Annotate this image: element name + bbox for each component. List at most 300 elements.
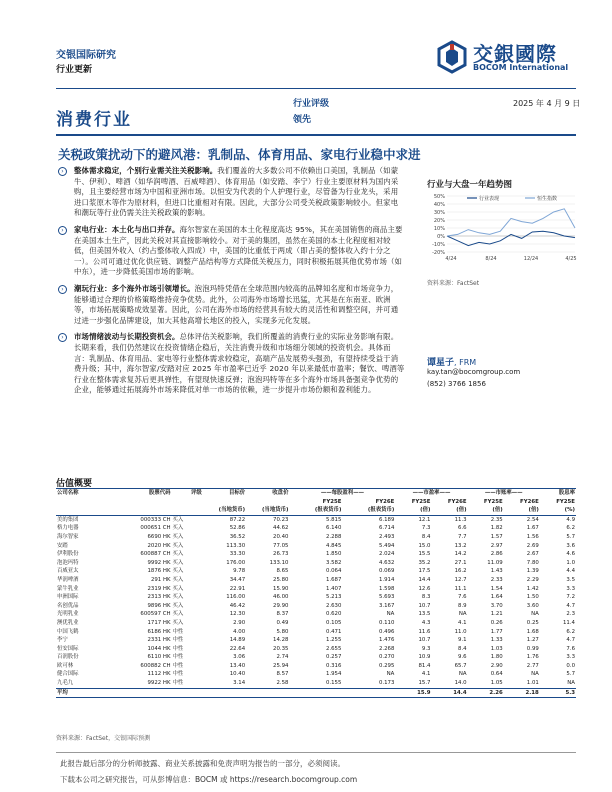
table-header-cell (246, 498, 289, 507)
logo-en-text: BOCOM International (473, 63, 569, 72)
table-cell: 1.954 (325, 671, 342, 678)
table-header-cell: (当地货币) (203, 506, 246, 515)
bullet-item (56, 332, 405, 396)
table-cell: 2.97 (490, 542, 503, 549)
table-header-cell: 评级 (172, 489, 203, 498)
table-cell: 46.00 (273, 594, 289, 601)
table-cell: 4.3 (421, 619, 431, 626)
table-header-cell (119, 506, 172, 515)
table-cell: 2.288 (325, 533, 342, 540)
footer-download[interactable]: 下载本公司之研究报告，可从彭博信息：BOCM 或 https://research.bocomgroup.com (60, 775, 358, 784)
table-cell: 12.7 (454, 576, 467, 583)
y-tick-label: -10% (432, 241, 445, 248)
footer-divider (56, 752, 576, 753)
table-cell: 4.9 (566, 516, 575, 523)
trend-chart-svg (427, 190, 577, 275)
table-cell: 2.67 (526, 551, 539, 558)
table-cell: 中性 (172, 680, 184, 687)
y-tick-label: 20% (433, 217, 445, 224)
table-cell: 1717 HK (147, 619, 171, 626)
y-tick-label: 0% (437, 233, 445, 240)
table-cell: 15.0 (418, 542, 431, 549)
table-cell: 中性 (172, 671, 184, 678)
table-cell: 光明乳业 (57, 611, 79, 618)
table-cell: 87.22 (229, 516, 246, 523)
table-cell: 欧可林 (57, 662, 74, 669)
table-cell: 14.0 (454, 680, 467, 687)
table-cell: 29.90 (273, 602, 289, 609)
table-cell: 46.42 (229, 602, 246, 609)
table-row (56, 610, 576, 619)
table-cell: NA (531, 671, 539, 678)
table-cell: 11.3 (454, 516, 467, 523)
table-row (56, 550, 576, 559)
table-header-cell: FY26E (375, 498, 395, 505)
table-cell: 海尔智家 (57, 533, 79, 540)
table-cell: 14.4 (418, 576, 431, 583)
table-cell: 2.35 (490, 516, 503, 523)
table-cell: 0.620 (325, 611, 342, 618)
bullet-icon: › (58, 226, 67, 235)
bullet-lead: 家电行业：本土化与出口并存。 (74, 224, 180, 234)
table-cell: 买入 (172, 611, 184, 618)
table-row (56, 576, 576, 585)
table-cell: 33.30 (229, 551, 246, 558)
table-cell: 291 HK (150, 576, 171, 583)
table-cell: 22.91 (229, 585, 246, 592)
table-cell: 7.7 (458, 533, 467, 540)
table-cell: 买入 (172, 602, 184, 609)
table-cell: 11.4 (562, 619, 575, 626)
report-type: 行业更新 (56, 65, 93, 75)
table-cell: 0.26 (490, 619, 503, 626)
table-cell: 中性 (172, 654, 184, 661)
table-cell: 10.40 (229, 671, 246, 678)
table-cell: NA (386, 611, 395, 618)
table-cell: 600882 CH (140, 662, 171, 669)
table-cell: 1.33 (490, 637, 503, 644)
table-cell: 5.494 (378, 542, 395, 549)
table-header-cell (203, 498, 246, 507)
table-cell: 15.9 (395, 688, 431, 698)
table-cell: 1876 HK (147, 568, 171, 575)
table-cell: 27.1 (454, 559, 467, 566)
legend-label: 行业表现 (479, 196, 500, 202)
table-cell: 名创优品 (57, 602, 79, 609)
table-title: 估值概要 (56, 479, 93, 489)
table-cell: 买入 (172, 585, 184, 592)
table-header-cell: 股息率 (540, 489, 576, 498)
table-row (56, 619, 576, 628)
table-cell: 2.86 (490, 551, 503, 558)
table-cell: 13.40 (229, 662, 246, 669)
table-cell: 0.471 (325, 628, 342, 635)
table-cell: 12.1 (418, 516, 431, 523)
table-cell: 9992 HK (147, 559, 171, 566)
table-cell: 2.024 (378, 551, 395, 558)
table-cell: 7.80 (526, 559, 539, 566)
table-cell: 泡泡玛特 (57, 559, 79, 566)
table-cell (203, 688, 246, 698)
table-cell: 九毛九 (57, 680, 74, 687)
bullet-lead: 潮玩行业：多个海外市场引领增长。 (74, 283, 195, 293)
table-cell: 9.78 (233, 568, 246, 575)
table-cell: 52.86 (229, 525, 246, 532)
table-cell: 1.27 (526, 637, 539, 644)
table-cell: 伊利股份 (57, 551, 79, 558)
table-header-cell: FY26E (447, 498, 467, 505)
table-cell: 12.30 (229, 611, 246, 618)
table-cell: 8.4 (421, 533, 431, 540)
table-cell: 9896 HK (147, 602, 171, 609)
table-cell: 1.0 (566, 559, 575, 566)
table-cell: NA (458, 611, 467, 618)
header-divider (56, 88, 576, 89)
table-cell: 1.598 (378, 585, 395, 592)
table-cell: 格力电器 (57, 525, 79, 532)
table-cell: 133.10 (269, 559, 289, 566)
table-cell: 2.54 (526, 516, 539, 523)
table-row (56, 515, 576, 524)
table-cell: 10.9 (418, 654, 431, 661)
table-cell: 4.845 (325, 542, 342, 549)
table-header-row (56, 489, 576, 498)
table-row (56, 645, 576, 654)
table-cell: 4.6 (566, 551, 575, 558)
table-cell: 14.89 (229, 637, 246, 644)
table-cell: 2.74 (276, 654, 289, 661)
table-cell: 1.850 (325, 551, 342, 558)
table-header-cell: ——市账率—— (468, 489, 540, 498)
table-header-cell (56, 498, 119, 507)
table-cell: 6110 HK (147, 654, 171, 661)
table-cell: 0.155 (325, 680, 342, 687)
table-cell: 1.50 (526, 594, 539, 601)
analyst-phone: (852) 3766 1856 (427, 380, 486, 388)
key-points (56, 166, 405, 402)
table-cell: 申洲国际 (57, 594, 79, 601)
bullet-icon: › (58, 333, 67, 342)
table-cell (172, 688, 203, 698)
table-cell: 8.9 (458, 602, 467, 609)
table-header-cell (119, 498, 172, 507)
x-tick-label: 12/24 (523, 256, 539, 262)
table-cell: 4.1 (421, 671, 431, 678)
side-chart-source: 资料来源：FactSet (427, 280, 480, 287)
table-cell: 中性 (172, 628, 184, 635)
table-cell: 3.6 (566, 542, 575, 549)
table-cell: 11.6 (418, 628, 431, 635)
table-cell: 2.630 (325, 602, 342, 609)
table-cell: 22.64 (229, 645, 246, 652)
table-header-cell (56, 506, 119, 515)
table-cell: 2.69 (526, 542, 539, 549)
table-cell: 65.7 (454, 662, 467, 669)
table-cell: 买入 (172, 542, 184, 549)
table-cell: 1.39 (526, 568, 539, 575)
valuation-table (56, 488, 576, 698)
table-cell: 7.2 (566, 594, 575, 601)
table-cell: 600597 CH (140, 611, 171, 618)
brand-name: 交银国际研究 (56, 50, 116, 61)
table-cell: 0.0 (566, 662, 575, 669)
table-cell: 11.0 (454, 628, 467, 635)
table-cell: 3.167 (378, 602, 395, 609)
table-header-cell: (当地货币) (246, 506, 289, 515)
bullet-text: 海尔智家在美国的本土化程度高达 95%，其在美国销售的商品主要在美国本土生产，因此关税对其直接影响较小。对于美的集团，虽然在美国的本土化程度相对较低，但美国外收入（约占整体收入四成）中，美国的比重低于两成（即占美的整体收入约十分之一）。公司可通过优化供应链、调整产品结构等方式降低关税压力，同时积极拓展其他优势市场（如中东），进一步降低美国市场的影响。 (74, 224, 403, 277)
table-cell: 2319 HK (147, 585, 171, 592)
bullet-icon: › (58, 285, 67, 294)
table-cell: 4.7 (566, 637, 575, 644)
table-row (56, 653, 576, 662)
table-header-cell: (倍) (504, 506, 540, 515)
table-cell: 2.18 (504, 688, 540, 698)
table-cell: 3.582 (325, 559, 342, 566)
table-cell: 600887 CH (140, 551, 171, 558)
table-cell: 35.2 (418, 559, 431, 566)
table-row (56, 602, 576, 611)
rating-label: 行业评级 (293, 99, 330, 109)
table-cell: 13.2 (454, 542, 467, 549)
table-cell: 美的集团 (57, 516, 79, 523)
y-tick-label: 10% (433, 225, 445, 232)
table-cell: 1044 HK (147, 645, 171, 652)
table-cell: 7.6 (566, 645, 575, 652)
table-cell (342, 688, 395, 698)
table-cell: 2.33 (490, 576, 503, 583)
table-cell: 6.714 (378, 525, 395, 532)
table-source: 资料来源：FactSet，交银国际预测 (56, 735, 151, 742)
table-cell: 8.4 (458, 645, 467, 652)
table-row (56, 662, 576, 671)
table-cell: 2.493 (378, 533, 395, 540)
table-cell: 113.30 (226, 542, 246, 549)
table-cell: 2.655 (325, 645, 342, 652)
table-cell: 10.7 (418, 602, 431, 609)
table-cell: 1.21 (490, 611, 503, 618)
table-cell: 13.5 (418, 611, 431, 618)
series-line (447, 231, 575, 245)
legend-label: 恒生指数 (537, 196, 558, 202)
bocom-logo (435, 38, 585, 78)
table-cell: 李宁 (57, 637, 68, 644)
analyst-suffix: , FRM (454, 358, 477, 367)
table-cell: 0.99 (526, 645, 539, 652)
table-cell: 1.64 (490, 594, 503, 601)
table-cell: NA (386, 671, 395, 678)
table-cell: 1.56 (526, 533, 539, 540)
table-cell: NA (567, 680, 575, 687)
table-cell: 0.064 (325, 568, 342, 575)
table-cell: 44.62 (273, 525, 289, 532)
table-cell: 25.94 (273, 662, 289, 669)
table-average-row (56, 688, 576, 698)
table-cell: 0.110 (378, 619, 395, 626)
table-cell: 2.90 (490, 662, 503, 669)
table-header-cell: 公司名称 (56, 489, 119, 498)
table-cell: 3.60 (526, 602, 539, 609)
table-cell: 15.7 (418, 680, 431, 687)
table-cell: 6.6 (458, 525, 467, 532)
analyst-email[interactable]: kay.tan@bocomgroup.com (427, 368, 521, 376)
report-headline: 关税政策扰动下的避风港：乳制品、体育用品、家电行业稳中求进 (58, 147, 421, 162)
table-cell: 176.00 (226, 559, 246, 566)
table-header-cell (172, 498, 203, 507)
table-cell: 1.82 (490, 525, 503, 532)
table-header-cell: ——市盈率—— (395, 489, 467, 498)
y-tick-label: 40% (433, 201, 445, 208)
table-cell: 8.57 (276, 671, 289, 678)
table-cell: 1.914 (378, 576, 395, 583)
table-cell: 2.268 (378, 645, 395, 652)
table-cell: 1.476 (378, 637, 395, 644)
table-cell: 买入 (172, 551, 184, 558)
table-cell: 116.00 (226, 594, 246, 601)
table-header-cell: (报表货币) (342, 506, 395, 515)
table-cell: 4.00 (233, 628, 246, 635)
table-row (56, 679, 576, 688)
table-cell: 1.43 (490, 568, 503, 575)
bullet-item (56, 284, 405, 326)
table-cell: 36.52 (229, 533, 246, 540)
table-cell: 000333 CH (140, 516, 171, 523)
table-row (56, 559, 576, 568)
analyst-name[interactable] (427, 355, 476, 368)
table-cell: 9.1 (458, 637, 467, 644)
table-cell: 蒙牛乳业 (57, 585, 79, 592)
table-cell: 中性 (172, 645, 184, 652)
table-cell: 77.05 (273, 542, 289, 549)
table-cell: 9922 HK (147, 680, 171, 687)
table-cell: 4.1 (458, 619, 467, 626)
table-row (56, 593, 576, 602)
y-tick-label: 50% (433, 193, 445, 200)
table-cell: 11.09 (487, 559, 503, 566)
table-cell: 中性 (172, 637, 184, 644)
sector-divider (56, 134, 576, 136)
series-line (447, 209, 575, 236)
table-header-cell: 收盘价 (246, 489, 289, 498)
table-row (56, 542, 576, 551)
table-cell: 5.7 (566, 671, 575, 678)
table-cell: 5.213 (325, 594, 342, 601)
y-tick-label: 30% (433, 209, 445, 216)
footer-disclaimer: 此报告最后部分的分析师披露、商业关系披露和免责声明为报告的一部分，必须阅读。 (60, 759, 345, 768)
table-cell: 买入 (172, 619, 184, 626)
x-tick-label: 4/25 (565, 256, 577, 262)
table-cell: 百润股份 (57, 654, 79, 661)
bullet-icon: › (58, 167, 67, 176)
table-cell: 1112 HK (147, 671, 171, 678)
table-cell: 2.90 (233, 619, 246, 626)
sector-title: 消费行业 (56, 110, 132, 130)
table-cell: 11.1 (454, 585, 467, 592)
table-header-cell: 股票代码 (119, 489, 172, 498)
table-cell: 0.49 (276, 619, 289, 626)
table-cell: 8.37 (276, 611, 289, 618)
table-cell: 8.3 (421, 594, 431, 601)
table-row (56, 567, 576, 576)
table-cell: 70.23 (273, 516, 289, 523)
table-cell: 买入 (172, 568, 184, 575)
table-row (56, 585, 576, 594)
table-cell: 5.80 (276, 628, 289, 635)
table-header-cell: (倍) (468, 506, 504, 515)
table-cell: 0.316 (325, 662, 342, 669)
bullet-text: 泡泡玛特凭借在全球范围内较高的品牌知名度和市场竞争力，能够通过合理的价格策略维持竞争优势。此外，公司海外市场增长迅猛，尤其是在东南亚、欧洲等，市场拓展策略成效显著。因此，公司在海外市场的经营具有较大的灵活性和调整空间，并可通过进一步强化品牌建设，加大其他高增长地区的投入，实现多元化发展。 (74, 283, 399, 325)
table-header-cell: (倍) (431, 506, 467, 515)
table-cell: 恒安国际 (57, 645, 79, 652)
table-cell: 6.189 (378, 516, 395, 523)
table-header-cell: FY25E (322, 498, 342, 505)
table-cell: 2.29 (526, 576, 539, 583)
table-cell: 1.01 (526, 680, 539, 687)
bullet-text: 总体评估关税影响，我们所覆盖的消费行业的实际业务影响有限。长期来看，我们仍然建议在投资情绪企稳后，关注消费升级和市场细分领域的投资机会。具体而言：乳制品、体育用品、家电等行业整体需求较稳定，高端产品发展势头强劲，有望持续受益于消费升级；其中，海尔智家/安踏对应 2025 年市盈率已近乎 2020 年以来最低市盈率；餐饮、啤酒等行业在整体需求复苏后更具弹性，有望现快速反弹；泡泡玛特等在多个海外市场具备强竞争优势的企业，能够通过拓展海外市场来降低对单一市场的依赖，进一步提升市场份额和盈利能力。 (74, 332, 405, 395)
table-cell: 1.67 (526, 525, 539, 532)
table-row (56, 670, 576, 679)
table-cell: 健合国际 (57, 671, 79, 678)
table-cell: 0.105 (325, 619, 342, 626)
table-cell: 买入 (172, 516, 184, 523)
table-header-cell: (倍) (395, 506, 431, 515)
table-cell: NA (531, 611, 539, 618)
table-cell: 20.35 (273, 645, 289, 652)
table-cell (289, 688, 342, 698)
table-cell: 9.6 (458, 654, 467, 661)
table-cell: 2.26 (468, 688, 504, 698)
table-cell: 8.65 (276, 568, 289, 575)
table-cell: 中性 (172, 662, 184, 669)
x-tick-label: 8/24 (485, 256, 497, 262)
table-header-cell: FY25E (483, 498, 503, 505)
table-header-cell: ——每股盈利—— (289, 489, 395, 498)
table-cell: 34.47 (229, 576, 246, 583)
table-row (56, 628, 576, 637)
table-cell: 81.4 (418, 662, 431, 669)
table-cell: 0.25 (526, 619, 539, 626)
table-cell: 0.069 (378, 568, 395, 575)
table-cell: 5.815 (325, 516, 342, 523)
bullet-item (56, 166, 405, 219)
table-cell: 3.3 (566, 585, 575, 592)
table-cell: 百威亚太 (57, 568, 79, 575)
table-cell: 6.2 (566, 628, 575, 635)
rating-value: 领先 (293, 115, 312, 125)
table-cell: 7.3 (421, 525, 431, 532)
table-cell: 2020 HK (147, 542, 171, 549)
table-cell: 平均 (56, 688, 119, 698)
table-cell: 2313 HK (147, 594, 171, 601)
table-cell: 14.28 (273, 637, 289, 644)
table-cell: 25.80 (273, 576, 289, 583)
table-header-cell: FY25E (556, 498, 575, 505)
table-cell: 4.632 (378, 559, 395, 566)
table-cell: 2.58 (276, 680, 289, 687)
table-header-cell: (报表货币) (289, 506, 342, 515)
table-cell: 4.7 (566, 602, 575, 609)
table-cell: 20.40 (273, 533, 289, 540)
table-cell: 3.14 (233, 680, 246, 687)
table-cell: 1.77 (490, 628, 503, 635)
table-cell: 14.2 (454, 551, 467, 558)
trend-chart (427, 190, 577, 275)
table-cell: 6690 HK (147, 533, 171, 540)
table-cell: 1.03 (490, 645, 503, 652)
table-cell: 1.80 (490, 654, 503, 661)
table-header-row (56, 506, 576, 515)
table-cell: 9.3 (421, 645, 431, 652)
table-cell: 0.270 (378, 654, 395, 661)
